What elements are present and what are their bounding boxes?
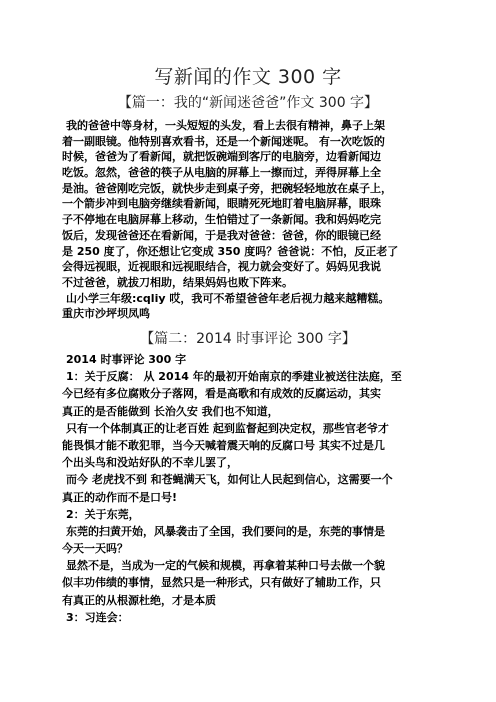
document-title: 写新闻的作文 300 字 [154, 66, 342, 88]
paragraph-line: 2：关于东莞， [66, 507, 140, 521]
paragraph-line: 会得远视眼，近视眼和远视眼结合，视力就会变好了。妈妈见我说 [62, 260, 381, 274]
paragraph-line: 不过爸爸，就拔刀相助，结果妈妈也败下阵来。 [62, 275, 293, 289]
paragraph-line: 有真正的从根源杜绝，才是本质 [62, 593, 216, 607]
paragraph-line: 是油。爸爸刚吃完饭，就快步走到桌子旁，把碗轻轻地放在桌子上， [62, 181, 392, 195]
paragraph-line: 吃饭。忽然，爸爸的筷子从电脑的屏幕上一擦而过，弄得屏幕上全 [62, 166, 381, 180]
paragraph-line: 今天一天吗？ [62, 542, 128, 556]
paragraph-line: 是 250 度了，你还想让它变成 350 度吗？爸爸说：不怕，反正老了 [62, 244, 399, 258]
paragraph-line: 个出头鸟和没站好队的不幸儿罢了， [62, 456, 238, 470]
paragraph-line: 而今 老虎找不到 和苍蝇满天飞，如何让人民起到信心，这需要一个 [66, 473, 393, 487]
paragraph-line: 2014 时事评论 300 字 [66, 353, 187, 366]
paragraph-line: 似丰功伟绩的事情，显然只是一种形式，只有做好了辅助工作，只 [62, 576, 381, 590]
section-heading-1: 【篇一：我的“新闻迷爸爸”作文 300 字】 [117, 95, 379, 111]
paragraph-line: 重庆市沙坪坝凤鸣 [62, 307, 150, 321]
paragraph-line: 只有一个体制真正的让老百姓 起到监督起到决定权，那些官老爷才 [66, 421, 389, 435]
paragraph-line: 1：关于反腐： 从 2014 年的最初开始南京的季建业被送往法庭，至 [66, 370, 402, 384]
paragraph-line: 我的爸爸中等身材，一头短短的头发，看上去很有精神，鼻子上架 [66, 119, 385, 132]
paragraph-line: 能畏惧才能不敢犯罪，当今天喊着震天响的反腐口号 其实不过是几 [62, 438, 385, 452]
paragraph-line: 3：习连会： [66, 610, 129, 624]
paragraph-line: 着一副眼镜。他特别喜欢看书，还是一个新闻迷呢。 有一次吃饭的 [62, 134, 385, 148]
paragraph-line: 真正的是否能做到 长治久安 我们也不知道， [62, 404, 279, 418]
paragraph-line: 饭后，发现爸爸还在看新闻，于是我对爸爸：爸爸，你的眼镜已经 [62, 228, 381, 242]
paragraph-line: 今已经有多位腐败分子落网，看是高歌和有成效的反腐运动，其实 [62, 387, 381, 401]
paragraph-line: 子不停地在电脑屏幕上移动，生怕错过了一条新闻。我和妈妈吃完 [62, 213, 381, 227]
section-2-body [62, 351, 442, 626]
section-1-body [62, 118, 442, 322]
paragraph-line: 山小学三年级:cqliy 哎，我可不希望爸爸年老后视力越来越糟糕。 [66, 291, 390, 305]
paragraph-line: 一个箭步冲到电脑旁继续看新闻，眼睛死死地盯着电脑屏幕，眼珠 [62, 197, 381, 211]
paragraph-line: 东莞的扫黄开始，风暴袭击了全国，我们要问的是，东莞的事情是 [66, 524, 385, 538]
section-heading-2: 【篇二：2014 时事评论 300 字】 [140, 331, 356, 347]
paragraph-line: 真正的动作而不是口号! [62, 490, 178, 504]
paragraph-line: 显然不是，当成为一定的气候和规模，再拿着某种口号去做一个貌 [66, 559, 385, 573]
paragraph-line: 时候，爸爸为了看新闻，就把饭碗端到客厅的电脑旁，边看新闻边 [62, 150, 381, 164]
